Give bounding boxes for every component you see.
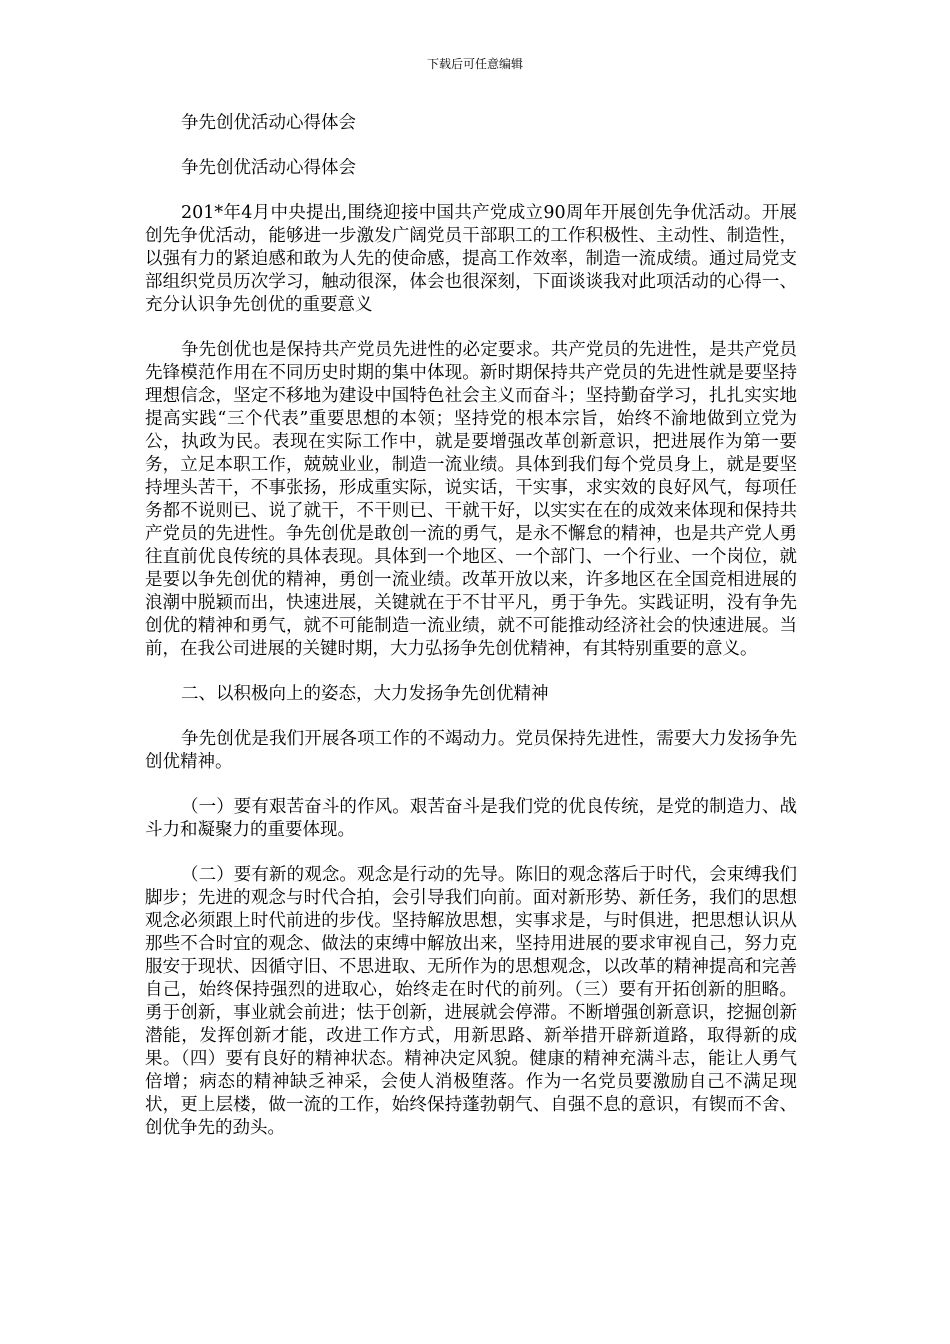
paragraph-significance: 争先创优也是保持共产党员先进性的必定要求。共产党员的先进性，是共产党员先锋模范作用在不同历史时期的集中体现。新时期保持共产党员的先进性就是要坚持理想信念，坚定不移地为建设中国特色社会主义而奋斗；坚持勤奋学习，扎扎实实地提高实践“三个代表”重要思想的本领；坚持党的根本宗旨，始终不渝地做到立党为公，执政为民。表现在实际工作中，就是要增强改革创新意识，把进展作为第一要务，立足本职工作，兢兢业业，制造一流业绩。具体到我们每个党员身上，就是要坚持埋头苦干，不事张扬，形成重实际，说实话，干实事，求实效的良好风气，每项任务都不说则已、说了就干，不干则已、干就干好，以实实在在的成效来体现和保持共产党员的先进性。争先创优是敢创一流的勇气，是永不懈怠的精神，也是共产党人勇往直前优良传统的具体表现。具体到一个地区、一个部门、一个行业、一个岗位，就是要以争先创优的精神，勇创一流业绩。改革开放以来，许多地区在全国竞相进展的浪潮中脱颖而出，快速进展，关键就在于不甘平凡，勇于争先。实践证明，没有争先创优的精神和勇气，就不可能制造一流业绩，就不可能推动经济社会的快速进展。当前，在我公司进展的关键时期，大力弘扬争先创优精神，有其特别重要的意义。 xyxy=(145,340,797,659)
document-title: 争先创优活动心得体会 xyxy=(181,113,356,133)
paragraph-motivation: 争先创优是我们开展各项工作的不竭动力。党员保持先进性，需要大力发扬争先创优精神。 xyxy=(145,729,797,772)
document-subtitle: 争先创优活动心得体会 xyxy=(181,158,356,178)
paragraph-intro: 201*年4月中央提出,围绕迎接中国共产党成立90周年开展创先争优活动。开展创先争优活动，能够进一步激发广阔党员干部职工的工作积极性、主动性、制造性，以强有力的紧迫感和敢为人先的使命感，提高工作效率，制造一流成绩。通过局党支部组织党员历次学习，触动很深，体会也很深刻，下面谈谈我对此项活动的心得一、充分认识争先创优的重要意义 xyxy=(145,203,797,315)
section-heading-2: 二、以积极向上的姿态，大力发扬争先创优精神 xyxy=(181,684,549,704)
paragraph-point-2-4: （二）要有新的观念。观念是行动的先导。陈旧的观念落后于时代，会束缚我们脚步；先进的观念与时代合拍，会引导我们向前。面对新形势、新任务，我们的思想观念必须跟上时代前进的步伐。坚持解放思想，实事求是，与时俱进，把思想认识从那些不合时宜的观念、做法的束缚中解放出来，坚持用进展的要求审视自己，努力克服安于现状、因循守旧、不思进取、无所作为的思想观念，以改革的精神提高和完善自己，始终保持强烈的进取心，始终走在时代的前列。（三）要有开拓创新的胆略。勇于创新，事业就会前进；怯于创新，进展就会停滞。不断增强创新意识，挖掘创新潜能，发挥创新才能，改进工作方式，用新思路、新举措开辟新道路，取得新的成果。（四）要有良好的精神状态。精神决定风貌。健康的精神充满斗志，能让人勇气倍增；病态的精神缺乏神采，会使人消极堕落。作为一名党员要激励自己不满足现状，更上层楼，做一流的工作，始终保持蓬勃朝气、自强不息的意识，有锲而不舍、创优争先的劲头。 xyxy=(145,865,797,1138)
document-body xyxy=(145,112,797,1162)
paragraph-point-1: （一）要有艰苦奋斗的作风。艰苦奋斗是我们党的优良传统，是党的制造力、战斗力和凝聚力的重要体现。 xyxy=(145,797,797,840)
header-note: 下载后可任意编辑 xyxy=(426,57,523,71)
